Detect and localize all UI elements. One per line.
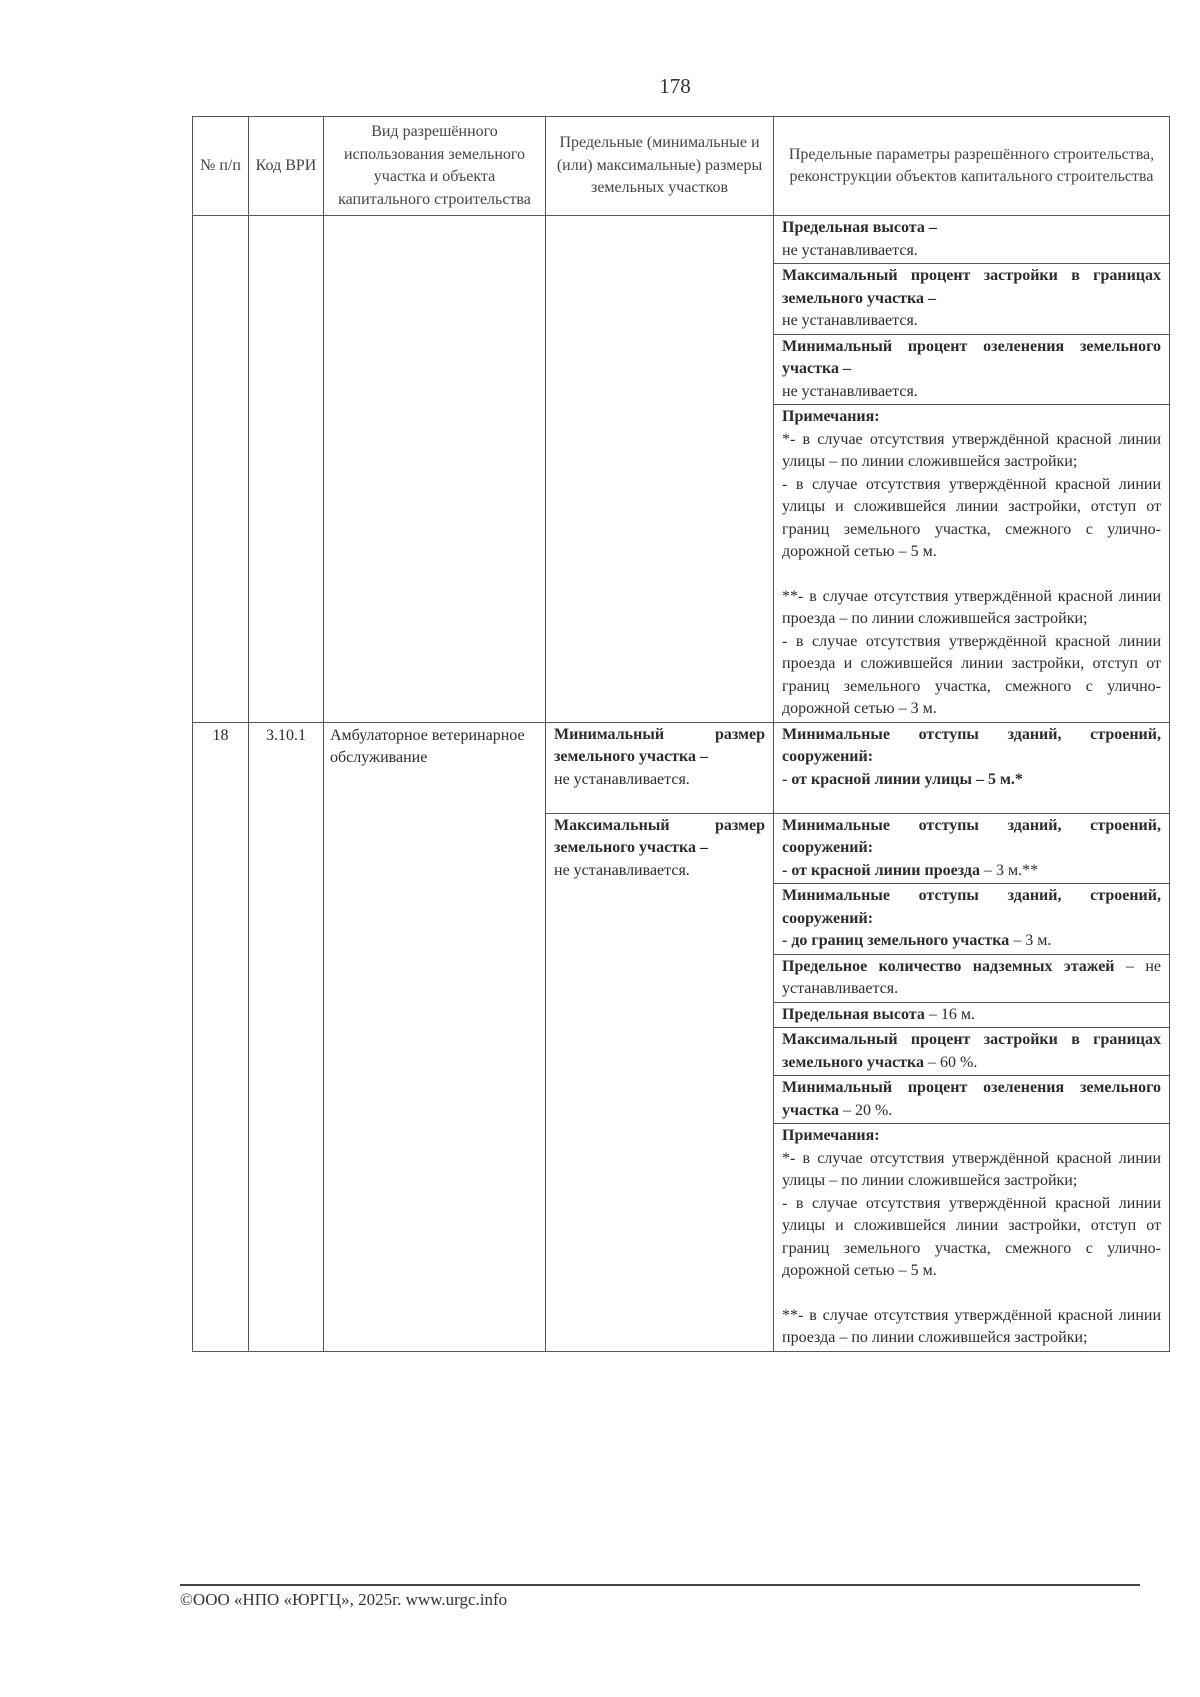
notes (774, 405, 1169, 722)
param-setback-passage: Минимальные отступы зданий, строений, сооружений: - от красной линии проезда – 3 м.** (774, 813, 1169, 884)
notes-title: Примечания: (782, 1127, 880, 1144)
notes-title: Примечания: (782, 408, 880, 425)
param-floors: Предельное количество надземных этажей – не устанавливается. (774, 954, 1169, 1002)
min-size: Минимальный размер земельного участка – не устанавливается. (546, 723, 773, 814)
notes (774, 1124, 1169, 1351)
param-max-coverage: Максимальный процент застройки в границах земельного участка – не устанавливается. (774, 264, 1169, 335)
page-number: 178 (659, 74, 691, 98)
note: - в случае отсутствия утверждённой красной линии проезда и сложившейся линии застройки, отступ от границ земельного участка, смежного с улично-дорожной сетью – 3 м. (782, 632, 1161, 717)
row-vri: Амбулаторное ветеринарное обслуживание (324, 722, 546, 1351)
row-code: 3.10.1 (249, 722, 324, 1351)
param-max-coverage: Максимальный процент застройки в границах земельного участка – 60 %. (774, 1028, 1169, 1076)
param-min-greening: Минимальный процент озеленения земельного участка – не устанавливается. (774, 334, 1169, 405)
note: *- в случае отсутствия утверждённой красной линии улицы – по линии сложившейся застройки; (782, 1149, 1161, 1189)
param-setback-street: Минимальные отступы зданий, строений, сооружений: - от красной линии улицы – 5 м.* (774, 723, 1169, 814)
note: **- в случае отсутствия утверждённой красной линии проезда – по линии сложившейся застройки; (782, 1306, 1161, 1346)
table-row-continuation (193, 216, 1170, 723)
param-setback-boundary: Минимальные отступы зданий, строений, сооружений: - до границ земельного участка – 3 м. (774, 884, 1169, 955)
row-num: 18 (193, 722, 249, 1351)
table-header-row (193, 117, 1170, 216)
regulations-table (192, 116, 1170, 1352)
table-row-18 (193, 722, 1170, 1351)
note: - в случае отсутствия утверждённой красной линии улицы и сложившейся линии застройки, отступ от границ земельного участка, смежного с улично-дорожной сетью – 5 м. (782, 475, 1161, 560)
note: - в случае отсутствия утверждённой красной линии улицы и сложившейся линии застройки, отступ от границ земельного участка, смежного с улично-дорожной сетью – 5 м. (782, 1194, 1161, 1279)
header-size: Предельные (минимальные и (или) максимальные) размеры земельных участков (546, 117, 774, 216)
header-code: Код ВРИ (249, 117, 324, 216)
note: **- в случае отсутствия утверждённой красной линии проезда – по линии сложившейся застройки; (782, 587, 1161, 627)
param-height: Предельная высота – не устанавливается. (774, 216, 1169, 264)
param-height: Предельная высота – 16 м. (774, 1002, 1169, 1028)
footer-copyright: ©ООО «НПО «ЮРГЦ», 2025г. www.urgc.info (180, 1590, 508, 1609)
header-vri: Вид разрешённого использования земельного участка и объекта капитального строительства (324, 117, 546, 216)
footer-divider (180, 1584, 1140, 1586)
param-min-greening: Минимальный процент озеленения земельного участка – 20 %. (774, 1076, 1169, 1124)
header-params: Предельные параметры разрешённого строительства, реконструкции объектов капитального строительства (774, 117, 1170, 216)
max-size: Максимальный размер земельного участка – не устанавливается. (554, 816, 765, 879)
note: *- в случае отсутствия утверждённой красной линии улицы – по линии сложившейся застройки; (782, 430, 1161, 470)
header-num: № п/п (193, 117, 249, 216)
